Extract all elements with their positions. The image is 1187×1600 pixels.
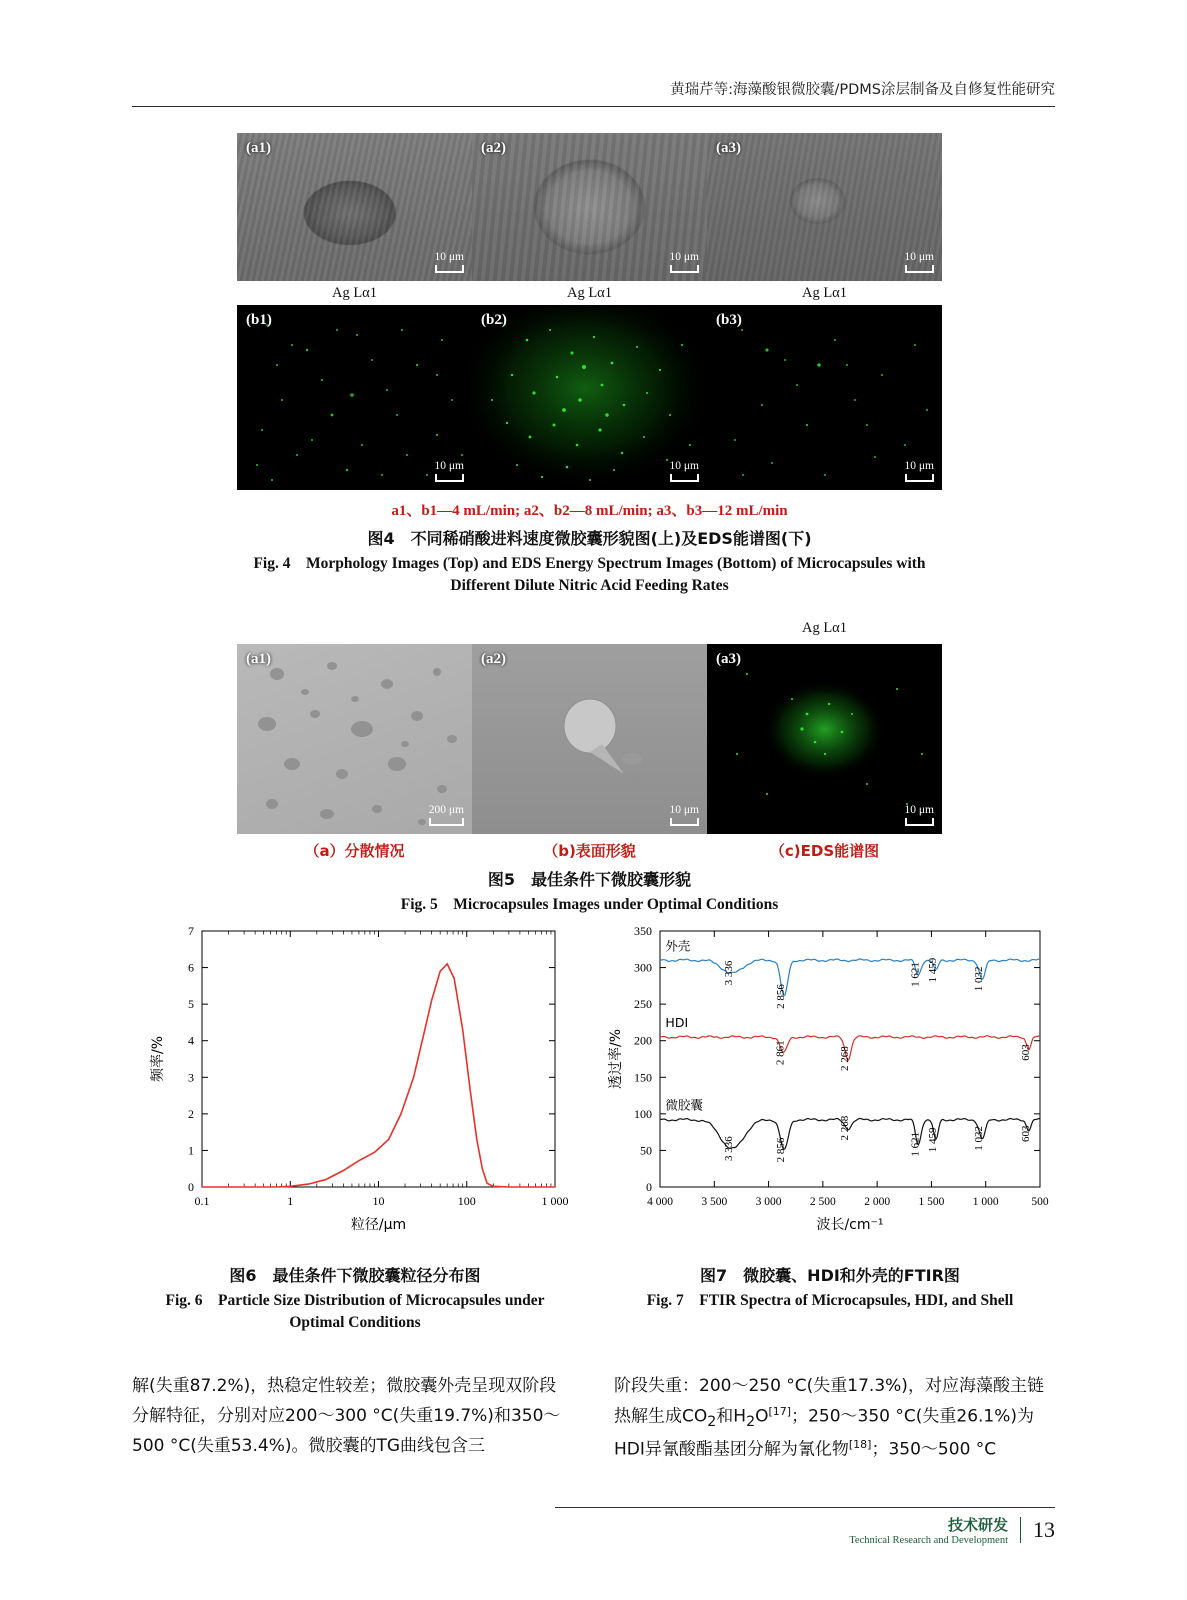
body-right-5: ；350～500 °C [871,1439,997,1460]
panel-label-b3: (b3) [716,312,742,328]
scalebar-a2-line [670,265,700,273]
svg-text:4: 4 [188,1033,194,1048]
footer-section-cn: 技术研发 [947,1516,1008,1534]
sem-image-dispersion [237,644,472,834]
element-label-2: Ag Lα1 [566,285,613,301]
running-title: 黄瑞芹等:海藻酸银微胶囊/PDMS涂层制备及自修复性能研究 [670,82,1055,98]
figure-6 [140,915,570,1335]
page-header [132,78,1055,107]
svg-text:2 856: 2 856 [775,1137,788,1163]
svg-text:1 032: 1 032 [973,1125,986,1151]
page-number: 13 [1020,1517,1055,1543]
scalebar-a1 [435,251,465,273]
svg-text:外壳: 外壳 [665,938,691,954]
eds-image-optimal [707,644,942,834]
figure-7 [600,915,1060,1312]
figure-6-caption-cn: 图6 最佳条件下微胶囊粒径分布图 [229,1266,481,1285]
svg-text:1 500: 1 500 [918,1196,945,1208]
scalebar-a2-text: 10 μm [669,251,699,264]
svg-text:频率/%: 频率/% [150,1035,166,1083]
scalebar-a1-text: 10 μm [434,251,464,264]
footer-content [555,1514,1055,1546]
scalebar-b2 [670,460,700,482]
body-column-left: 解(失重87.2%)，热稳定性较差；微胶囊外壳呈现双阶段分解特征，分别对应200～300 °C(失重19.7%)和350～500 °C(失重53.4%)。微胶囊的TG曲线包含三 [132,1376,561,1456]
scalebar-b2-text: 10 μm [669,460,699,473]
panel-label-5a3: (a3) [716,651,741,667]
scalebar-b3 [905,460,935,482]
panel-label-5a1: (a1) [246,651,271,667]
scalebar-a1-line [435,265,465,273]
svg-text:1 032: 1 032 [973,966,986,992]
figure-5-subcaption-c: （c)EDS能谱图 [769,842,880,860]
scalebar-5c-line [905,818,935,826]
svg-text:10: 10 [372,1194,385,1208]
scalebar-b1 [435,460,465,482]
scalebar-5c [905,804,935,826]
footer-section-en: Technical Research and Development [849,1535,1008,1546]
scalebar-b3-text: 10 μm [904,460,934,473]
co2-sub: 2 [707,1413,717,1430]
scalebar-5b-text: 10 μm [669,804,699,817]
body-right-3: O [755,1406,769,1427]
scalebar-a3 [905,251,935,273]
svg-text:2 861: 2 861 [774,1040,787,1066]
svg-text:2 000: 2 000 [864,1196,891,1208]
sem-image-a1 [237,133,472,281]
svg-text:3 500: 3 500 [701,1196,728,1208]
body-right-4: ；250～350 °C(失重26.1%)为HDI异氰酸酯基团分解为氰化物 [614,1406,1035,1460]
particle-size-chart [140,915,570,1255]
body-right-2: 和H [716,1406,747,1427]
svg-text:0: 0 [188,1180,194,1194]
figure-5-element-label: Ag Lα1 [801,620,848,636]
figure-7-caption [600,1263,1060,1312]
svg-text:波长/cm⁻¹: 波长/cm⁻¹ [816,1217,884,1233]
figure-7-caption-cn: 图7 微胶囊、HDI和外壳的FTIR图 [700,1266,960,1285]
sem-image-a3 [707,133,942,281]
svg-text:350: 350 [634,924,652,938]
svg-text:3: 3 [188,1070,194,1085]
scalebar-b1-text: 10 μm [434,460,464,473]
element-label-3: Ag Lα1 [801,285,848,301]
scalebar-b2-line [670,474,700,482]
svg-text:5: 5 [188,997,194,1012]
svg-text:2 856: 2 856 [775,984,788,1009]
footer-section [849,1514,1008,1546]
page-footer [555,1507,1055,1546]
svg-text:1 621: 1 621 [909,1131,922,1157]
svg-text:603: 603 [1019,1125,1032,1142]
figure-4 [237,133,942,598]
scalebar-5b [670,804,700,826]
svg-text:1: 1 [188,1143,194,1158]
footer-rule [555,1507,1055,1508]
panel-label-a3: (a3) [716,140,741,156]
svg-text:透过率/%: 透过率/% [608,1028,624,1090]
svg-text:250: 250 [634,997,652,1012]
scalebar-5a-line [429,818,464,826]
svg-text:7: 7 [188,924,194,938]
scalebar-b1-line [435,474,465,482]
header-rule [132,106,1055,107]
figure-4-eds-row [237,305,942,490]
panel-label-5a2: (a2) [481,651,506,667]
svg-text:粒径/μm: 粒径/μm [350,1217,407,1233]
figure-4-condition-note: a1、b1—4 mL/min; a2、b2—8 mL/min; a3、b3—12 mL/min [391,503,788,519]
svg-text:100: 100 [634,1106,652,1121]
ref-17: [17] [768,1404,792,1418]
svg-text:603: 603 [1019,1044,1032,1061]
figure-5-caption-en: Fig. 5 Microcapsules Images under Optimal Conditions [400,896,779,913]
svg-text:微胶囊: 微胶囊 [665,1097,703,1113]
svg-text:1 000: 1 000 [541,1194,569,1208]
h2o-sub: 2 [746,1413,756,1430]
sem-image-a2 [472,133,707,281]
svg-text:2 268: 2 268 [839,1046,852,1071]
panel-label-a1: (a1) [246,140,271,156]
svg-text:HDI: HDI [665,1015,689,1031]
figure-5 [237,620,942,916]
scalebar-5b-line [670,818,700,826]
eds-image-b3 [707,305,942,490]
svg-text:2: 2 [188,1106,194,1121]
panel-label-a2: (a2) [481,140,506,156]
scalebar-5a [429,804,464,826]
svg-text:1 621: 1 621 [909,962,922,987]
svg-text:1: 1 [287,1194,294,1208]
svg-text:300: 300 [634,960,652,975]
eds-image-b2 [472,305,707,490]
ref-18: [18] [848,1437,872,1451]
svg-text:0: 0 [646,1180,652,1194]
svg-text:6: 6 [188,960,194,975]
svg-text:50: 50 [640,1143,652,1158]
scalebar-a3-text: 10 μm [904,251,934,264]
figure-6-caption-en: Fig. 6 Particle Size Distribution of Microcapsules under Optimal Conditions [165,1292,545,1332]
body-right-1: 阶段失重：200～250 °C(失重17.3%)，对应海藻酸主链热解生成CO [614,1376,1044,1427]
figure-4-sem-row [237,133,942,281]
svg-text:1 459: 1 459 [926,1127,939,1153]
svg-text:1 459: 1 459 [926,957,939,983]
figure-5-subcaption-a: （a）分散情况 [304,842,405,860]
eds-image-b1 [237,305,472,490]
scalebar-a3-line [905,265,935,273]
body-columns [132,1372,1055,1465]
svg-text:100: 100 [457,1194,476,1208]
svg-text:3 336: 3 336 [723,960,736,986]
figure-5-caption-cn: 图5 最佳条件下微胶囊形貌 [487,870,692,889]
ftir-chart [600,915,1060,1255]
figure-5-image-row [237,644,942,834]
element-label-1: Ag Lα1 [331,285,378,301]
body-column-right [614,1372,1054,1465]
figure-5-subcaption-b: （b)表面形貌 [543,842,636,860]
svg-text:0.1: 0.1 [194,1194,210,1208]
figure-7-caption-en: Fig. 7 FTIR Spectra of Microcapsules, HDI, and Shell [646,1292,1014,1309]
svg-text:1 000: 1 000 [972,1196,999,1208]
figure-4-caption-cn: 图4 不同稀硝酸进料速度微胶囊形貌图(上)及EDS能谱图(下) [367,529,812,548]
scalebar-5c-text: 10 μm [904,804,934,817]
scalebar-b3-line [905,474,935,482]
svg-text:200: 200 [634,1033,652,1048]
scalebar-5a-text: 200 μm [428,804,464,817]
svg-text:2 268: 2 268 [839,1115,852,1141]
svg-text:2 500: 2 500 [809,1196,836,1208]
svg-text:3 336: 3 336 [723,1136,736,1161]
svg-text:500: 500 [1031,1196,1049,1208]
figure-4-caption-en: Fig. 4 Morphology Images (Top) and EDS Energy Spectrum Images (Bottom) of Microcapsules with Different Dilute Nitric Acid Feeding Rates [253,555,926,595]
figure-6-caption [140,1263,570,1335]
panel-label-b2: (b2) [481,312,507,328]
panel-label-b1: (b1) [246,312,272,328]
svg-text:3 000: 3 000 [755,1196,782,1208]
figure-4-element-label-row [237,281,942,305]
figure-5-subcaptions [237,834,942,861]
sem-image-surface [472,644,707,834]
svg-text:150: 150 [634,1070,652,1085]
scalebar-a2 [670,251,700,273]
svg-text:4 000: 4 000 [647,1196,673,1208]
